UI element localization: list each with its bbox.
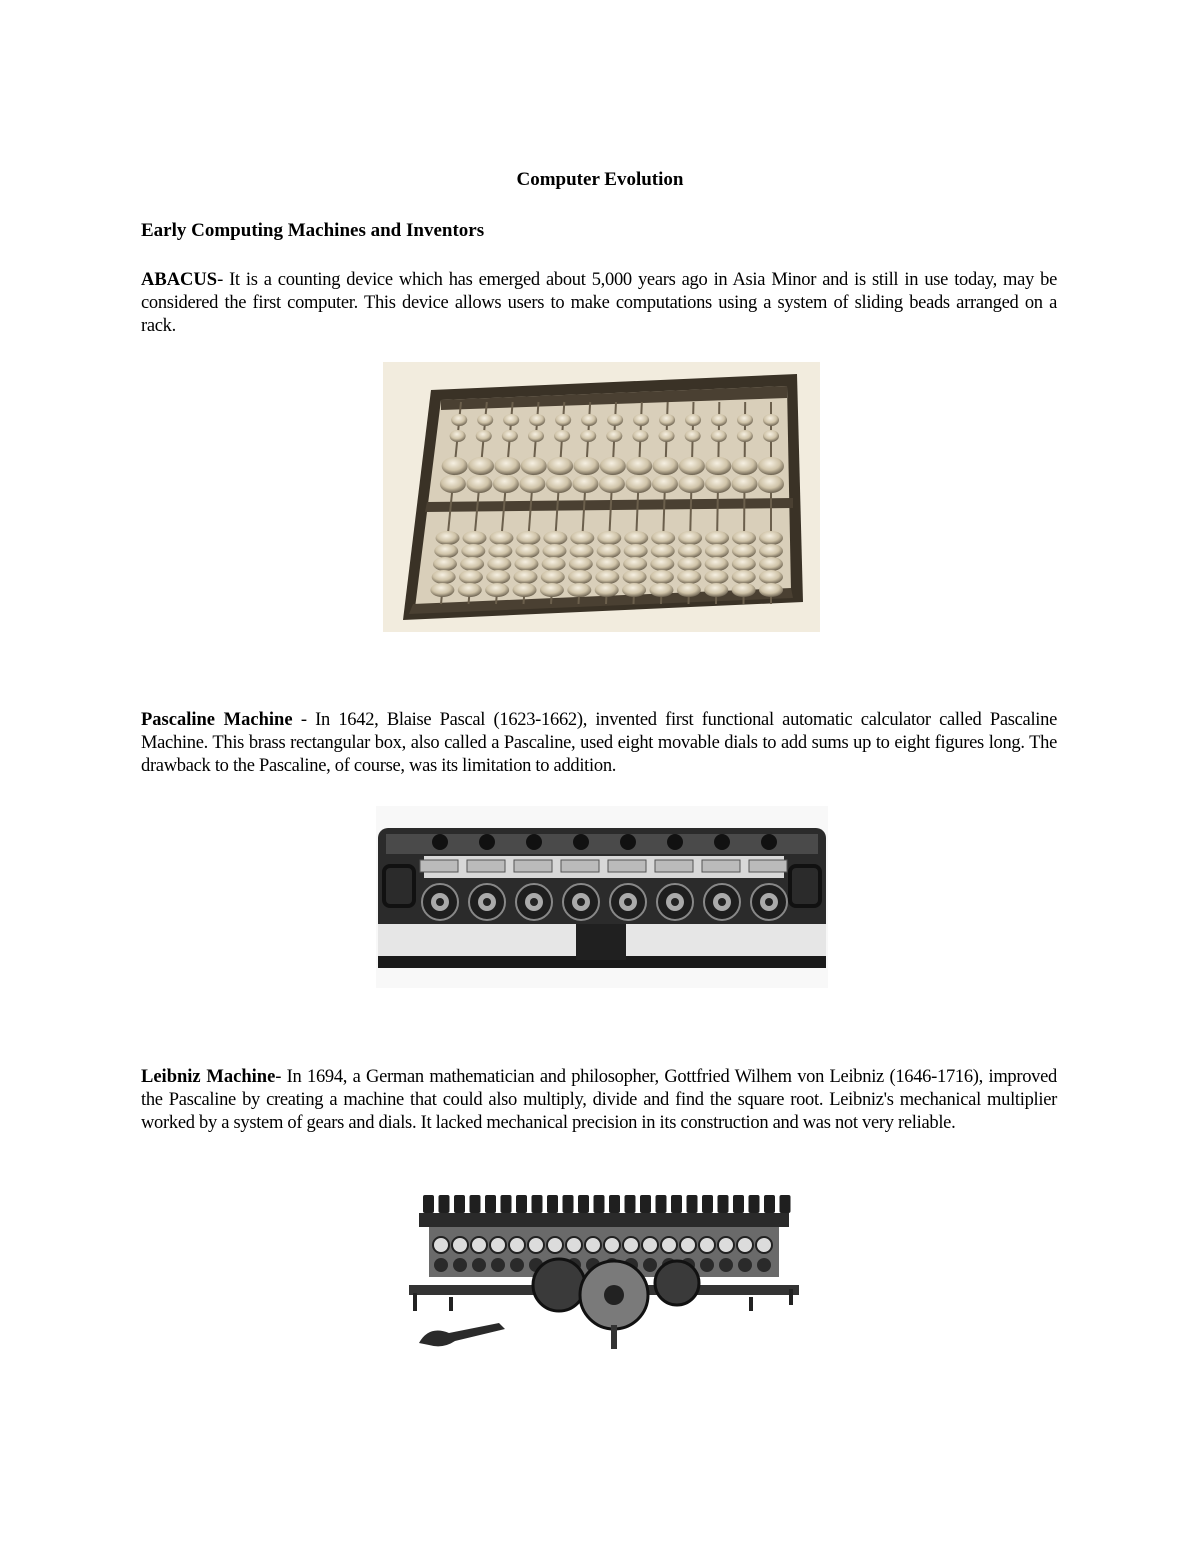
leibniz-term: Leibniz Machine [141,1067,276,1087]
leibniz-image [389,1185,813,1360]
leibniz-description: - In 1694, a German mathematician and philosopher, Gottfried Wilhem von Leibniz (1646-1716), improved the Pascaline by creating a machine that could also multiply, divide and find the square root. Leibniz's mechanical multiplier worked by a system of gears and dials. It lacked mechanical precision in its construction and was not very reliable. [141,1067,1057,1133]
pascaline-description: - In 1642, Blaise Pascal (1623-1662), invented first functional automatic calculator called Pascaline Machine. This brass rectangular box, also called a Pascaline, used eight movable dials to add sums up to eight figures long. The drawback to the Pascaline, of course, was its limitation to addition. [141,710,1058,776]
document-title: Computer Evolution [516,169,684,190]
abacus-term: ABACUS [141,270,218,290]
abacus-description: - It is a counting device which has emerged about 5,000 years ago in Asia Minor and is still in use today, may be considered the first computer. This device allows users to make computations using a system of sliding beads arranged on a rack. [141,270,1057,336]
section-heading: Early Computing Machines and Inventors [141,220,485,241]
abacus-image [383,362,820,632]
pascaline-image [376,806,828,988]
pascaline-term: Pascaline Machine [141,710,293,730]
leibniz-paragraph [141,1066,1057,1135]
pascaline-paragraph [141,709,1057,778]
abacus-paragraph [141,269,1057,338]
